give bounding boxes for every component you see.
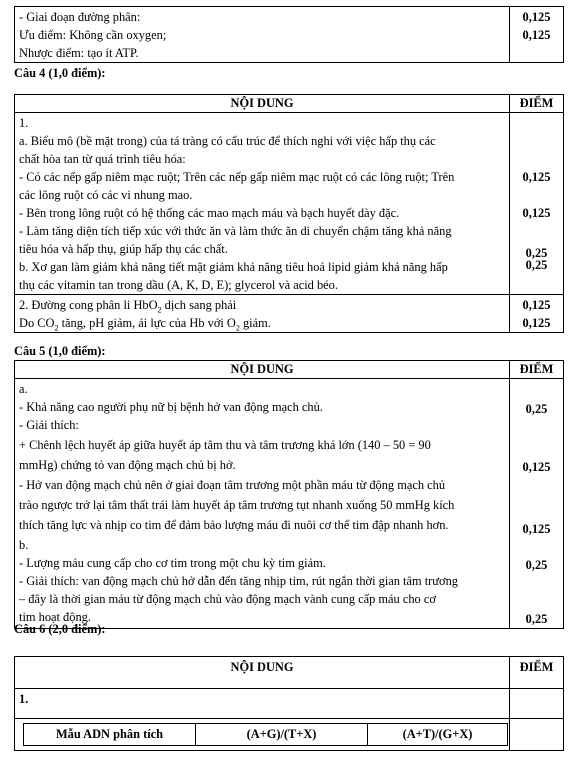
adn-col-sample: Mẫu ADN phân tích: [24, 724, 196, 746]
text-line: - Giai đoạn đường phân:: [19, 10, 141, 24]
text-line: trào ngược trở lại tâm thất trái làm huyết áp tâm trương tụt nhanh xuống 50 mmHg kích: [19, 498, 455, 512]
content-cell: [15, 113, 510, 295]
text-line: thụ các vitamin tan trong dầu (A, K, D, E); glycerol và acid béo.: [19, 278, 338, 292]
score-value: 0,125: [522, 170, 551, 184]
text-line: 2. Đường cong phân li HbO$_2$ dịch sang phải: [19, 298, 237, 315]
text-line: + Chênh lệch huyết áp giữa huyết áp tâm thu và tâm trương khá lớn (140 – 50 = 90: [19, 438, 431, 452]
header-content: NỘI DUNG: [15, 361, 510, 379]
table-q6: [14, 656, 564, 751]
score-value: 0,125: [522, 298, 551, 312]
score-value: 0,25: [525, 402, 548, 416]
text-line: Do $CO_2$ tăng, pH giảm, ái lực của Hb với $O_2$ giảm.: [19, 316, 271, 333]
score-value: 0,125: [522, 28, 551, 42]
header-score: ĐIỂM: [510, 361, 564, 379]
question-6-title: Câu 6 (2,0 điểm):: [14, 622, 106, 636]
text-line: 1.: [19, 116, 29, 130]
score-cell: [510, 719, 564, 751]
text-line: - Hở van động mạch chủ nên ở giai đoạn tâm trương một phần máu từ động mạch chủ: [19, 478, 446, 492]
score-value: 0,125: [522, 522, 551, 536]
text-line: tiêu hóa và hấp thụ, giúp hấp thụ các chất.: [19, 242, 228, 256]
text-line: - Có các nếp gấp niêm mạc ruột; Trên các nếp gấp niêm mạc ruột có các lông ruột; Trên: [19, 170, 455, 184]
score-cell: [510, 7, 564, 63]
score-value: 0,125: [522, 460, 551, 474]
score-value: 0,125: [522, 10, 551, 24]
adn-col-ratio-1: (A+G)/(T+X): [196, 724, 368, 746]
text-line: - Giải thích:: [19, 418, 79, 432]
text-line: Ưu điểm: Không cần oxygen;: [19, 28, 167, 42]
question-4-title: Câu 4 (1,0 điểm):: [14, 66, 106, 80]
inner-table-cell: [15, 719, 510, 751]
score-cell: [510, 689, 564, 719]
header-score: ĐIỂM: [510, 657, 564, 689]
header-score: ĐIỂM: [510, 95, 564, 113]
section-number: 1.: [19, 692, 29, 706]
score-value: 0,25: [525, 558, 548, 572]
table-q5: [14, 360, 564, 629]
text-line: - Khả năng cao người phụ nữ bị bệnh hở van động mạch chủ.: [19, 400, 323, 414]
question-5-title: Câu 5 (1,0 điểm):: [14, 344, 106, 358]
text-line: a. Biểu mô (bề mặt trong) của tá tràng có cấu trúc để thích nghi với việc hấp thụ các: [19, 134, 436, 148]
header-content: NỘI DUNG: [15, 657, 510, 689]
text-line: thích tăng lực và nhịp co tim để đảm bảo lượng máu đi nuôi cơ thể tim đập nhanh hơn.: [19, 518, 449, 532]
content-cell: [15, 689, 510, 719]
score-value: 0,25: [525, 612, 548, 626]
text-line: - Làm tăng diện tích tiếp xúc với thức ăn và làm thức ăn di chuyển chậm tăng khả năng: [19, 224, 452, 238]
text-line: Nhược điểm: tạo ít ATP.: [19, 46, 139, 60]
table-q3-continuation: [14, 6, 564, 63]
header-content: NỘI DUNG: [15, 95, 510, 113]
text-line: - Lượng máu cung cấp cho cơ tim trong một chu kỳ tim giảm.: [19, 556, 326, 570]
score-value: 0,25: [525, 246, 548, 260]
score-cell: [510, 113, 564, 295]
text-line: b.: [19, 538, 29, 552]
text-line: a.: [19, 382, 28, 396]
table-q4: [14, 94, 564, 333]
text-line: – đây là thời gian máu từ động mạch chủ vào động mạch vành cung cấp máu cho cơ: [19, 592, 436, 606]
text-line: - Bên trong lông ruột có hệ thống các mao mạch máu và bạch huyết dày đặc.: [19, 206, 400, 220]
text-line: b. Xơ gan làm giảm khả năng tiết mật giảm khả năng tiêu hoá lipid giảm khả năng hấp: [19, 260, 448, 274]
adn-table: [23, 723, 508, 746]
score-cell: [510, 295, 564, 333]
score-cell: [510, 379, 564, 629]
content-cell: [15, 7, 510, 63]
text-line: chất hòa tan từ quá trình tiêu hóa:: [19, 152, 186, 166]
text-line: - Giải thích: van động mạch chủ hở dẫn đến tăng nhịp tim, rút ngắn thời gian tâm trương: [19, 574, 458, 588]
text-line: các lông ruột có các vi nhung mao.: [19, 188, 193, 202]
text-line: mmHg) chứng tỏ van động mạch chủ bị hở.: [19, 458, 236, 472]
score-value: 0,25: [525, 258, 548, 272]
content-cell: [15, 379, 510, 629]
content-cell: [15, 295, 510, 333]
adn-col-ratio-2: (A+T)/(G+X): [368, 724, 508, 746]
text-line: tim hoạt động.: [19, 610, 91, 624]
score-value: 0,125: [522, 206, 551, 220]
score-value: 0,125: [522, 316, 551, 330]
